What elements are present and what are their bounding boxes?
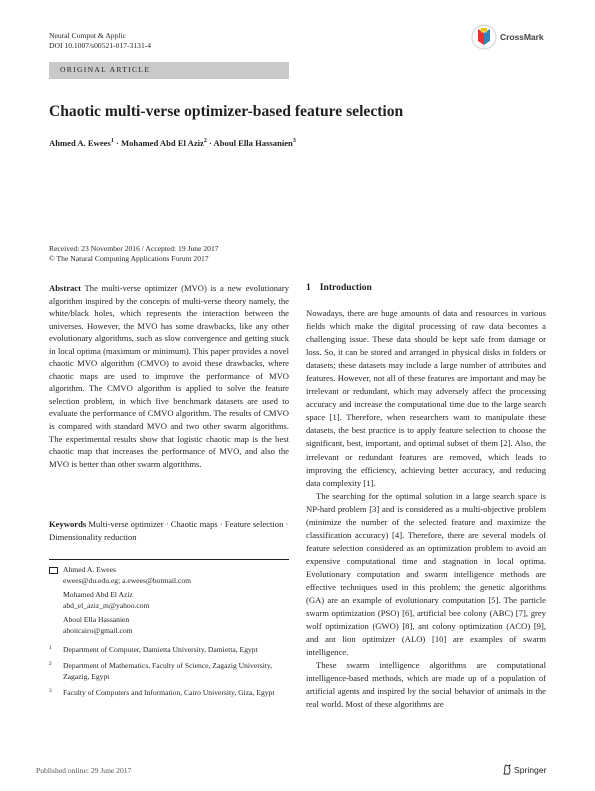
body-paragraph: Nowadays, there are huge amounts of data and resources in various fields which make the digital processing of raw data becomes a challenging issue. These data should be kept safe from damage or loss. So, it can be stored and arranged in physical disks in folders or datasets; these datasets may include a large number of attributes and features. However, not all of these features are important and may be irrelevant or redundant, which may adversely affect the processing accuracy and increase the computational time due to the large search space [1]. Therefore, when researchers want to manipulate these datasets, the best practice is to apply feature selection to choose the significant, best, important, and optimal subset of them [2]. Also, the irrelevant or redundant features are removed, which leads to improving the efficiency, achieving better accuracy, and reducing data complexity [1]. xyxy=(306,308,546,488)
section-heading-introduction xyxy=(306,282,372,293)
affiliation-text: Faculty of Computers and Information, Cairo University, Giza, Egypt xyxy=(63,687,275,697)
paper-title: Chaotic multi-verse optimizer-based feature selection xyxy=(49,103,404,120)
received-accepted: Received: 23 November 2016 / Accepted: 19 June 2017 xyxy=(49,244,219,253)
keywords-text: Multi-verse optimizer · Chaotic maps · Feature selection · Dimensionality reduction xyxy=(49,519,289,542)
keywords-label: Keywords xyxy=(49,519,87,529)
correspondence-email[interactable]: aboitcairo@gmail.com xyxy=(63,625,133,635)
correspondence-entry xyxy=(63,565,289,586)
author-affiliation-mark: 2 xyxy=(203,138,207,144)
copyright-line: © The Natural Computing Applications Forum 2017 xyxy=(49,254,209,263)
affiliation-item xyxy=(49,688,289,698)
crossmark-icon xyxy=(471,24,497,50)
author-affiliation-mark: 3 xyxy=(292,138,296,144)
author-affiliation-mark: 1 xyxy=(110,138,114,144)
author-name[interactable]: Aboul Ella Hassanien xyxy=(213,138,293,148)
journal-name: Neural Comput & Applic xyxy=(49,31,126,40)
correspondence-block xyxy=(49,565,289,640)
affiliation-item xyxy=(49,661,289,682)
published-online: Published online: 29 June 2017 xyxy=(36,766,132,775)
journal-doi[interactable]: DOI 10.1007/s00521-017-3131-4 xyxy=(49,41,152,50)
affiliation-item xyxy=(49,645,289,655)
correspondence-entry xyxy=(63,590,289,611)
article-type: ORIGINAL ARTICLE xyxy=(60,65,151,74)
introduction-body xyxy=(306,307,546,711)
section-title: Introduction xyxy=(319,282,372,293)
abstract xyxy=(49,282,289,470)
abstract-text: The multi-verse optimizer (MVO) is a new evolutionary algorithm inspired by the concepts of multi-verse theory namely, the white/black holes, which represents the interaction between the universes. However, the MVO has some drawbacks, like any other evolutionary algorithms, such as slow convergence and getting stuck in local optima (maximum or minimum). This paper provides a novel chaotic MVO algorithm (CMVO) to avoid these drawbacks, where chaotic maps are used to improve the performance of MVO algorithm. The CMVO algorithm is applied to solve the feature selection problem, in which five benchmark datasets are used to evaluate the performance of CMVO algorithm. The results of CMVO is compared with standard MVO and two other swarm algorithms. The experimental results show that logistic chaotic map is the best chaotic map that increases the performance of MVO, and also the MVO is better than other swarm algorithms. xyxy=(49,283,290,469)
body-paragraph: These swarm intelligence algorithms are computational intelligence-based methods, which are made up of a population of artificial agents and inspired by the social behavior of animals in the real world. Most of these algorithms are xyxy=(306,660,546,710)
correspondence-email[interactable]: abd_el_aziz_m@yahoo.com xyxy=(63,600,150,610)
affiliation-number: 1 xyxy=(49,645,52,651)
correspondence-name: Aboul Ella Hassanien xyxy=(63,615,130,624)
crossmark-badge[interactable] xyxy=(471,24,549,50)
correspondence-name: Mohamed Abd El Aziz xyxy=(63,590,133,599)
section-number: 1 xyxy=(306,282,311,293)
correspondence-name: Ahmed A. Ewees xyxy=(63,565,116,574)
abstract-label: Abstract xyxy=(49,283,81,293)
publisher-logo[interactable] xyxy=(502,764,546,775)
envelope-icon xyxy=(49,567,58,574)
publisher-name: Springer xyxy=(514,765,547,775)
article-history xyxy=(49,244,219,264)
correspondence-entry xyxy=(63,615,289,636)
keywords xyxy=(49,518,289,543)
crossmark-label: CrossMark xyxy=(500,32,544,42)
journal-header xyxy=(49,31,151,51)
author-name[interactable]: Ahmed A. Ewees xyxy=(49,138,111,148)
author-name[interactable]: Mohamed Abd El Aziz xyxy=(121,138,204,148)
affiliation-number: 2 xyxy=(49,661,52,668)
springer-horse-icon xyxy=(502,764,512,775)
footnote-divider xyxy=(49,559,289,560)
affiliations xyxy=(49,645,289,704)
author-separator: · xyxy=(113,138,121,148)
author-separator: · xyxy=(206,138,214,148)
affiliation-text: Department of Mathematics, Faculty of Science, Zagazig University, Zagazig, Egypt xyxy=(63,661,273,681)
correspondence-email[interactable]: ewees@du.edu.eg; a.ewees@hotmail.com xyxy=(63,575,192,585)
body-paragraph: The searching for the optimal solution in a large search space is NP-hard problem [3] and is considered as a multi-objective problem (minimize the number of the selected feature and maximize the classification accuracy) [4]. Therefore, there are several models of feature selection considered as an optimization problem to avoid an expensive computational time and stagnation in local optima. Evolutionary computation and swarm intelligence methods are effective techniques used in this problem; the genetic algorithms (GA) are an example of evolutionary computation [5]. The particle swarm optimization (PSO) [6], artificial bee colony (ABC) [7], grey wolf optimization (GWO) [8], ant colony optimization (ACO) [9], and ant lion optimizer (ALO) [10] are examples of swarm intelligence. xyxy=(306,490,546,658)
affiliation-number: 3 xyxy=(49,687,52,694)
affiliation-text: Department of Computer, Damietta University, Damietta, Egypt xyxy=(63,645,258,654)
author-list xyxy=(49,138,296,148)
